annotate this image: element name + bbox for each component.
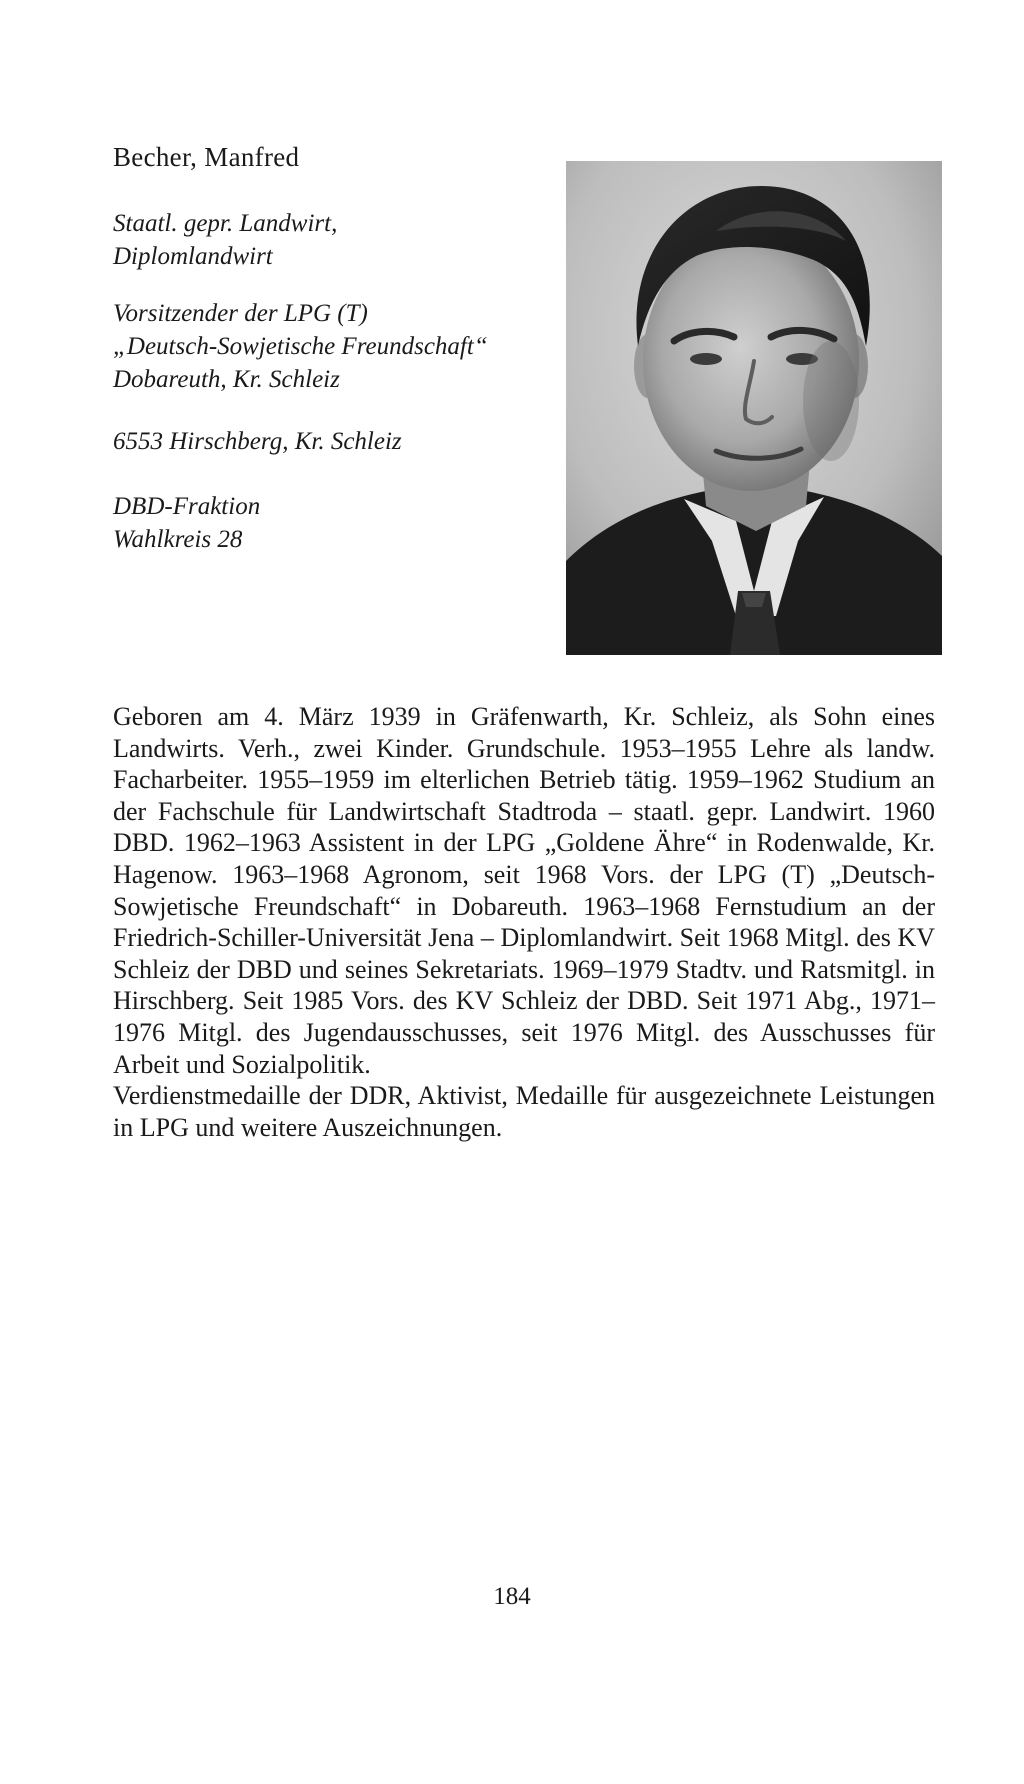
- biography-paragraph: Geboren am 4. März 1939 in Gräfenwarth, Kr. Schleiz, als Sohn eines Landwirts. Verh., zwei Kinder. Grundschule. 1953–1955 Lehre als landw. Facharbeiter. 1955–1959 im elterlichen Betrieb tätig. 1959–1962 Studium an der Fachschule für Landwirtschaft Stadtroda – staatl. gepr. Landwirt. 1960 DBD. 1962–1963 Assistent in der LPG „Goldene Ähre“ in Rodenwalde, Kr. Hagenow. 1963–1968 Agronom, seit 1968 Vors. der LPG (T) „Deutsch-Sowjetische Freundschaft“ in Dobareuth. 1963–1968 Fernstudium an der Friedrich-Schiller-Universität Jena – Diplomlandwirt. Seit 1968 Mitgl. des KV Schleiz der DBD und seines Sekretariats. 1969–1979 Stadtv. und Ratsmitgl. in Hirschberg. Seit 1985 Vors. des KV Schleiz der DBD. Seit 1971 Abg., 1971–1976 Mitgl. des Jugendausschusses, seit 1976 Mitgl. des Ausschusses für Arbeit und Sozialpolitik.: [113, 702, 935, 1079]
- address-block: [113, 425, 402, 458]
- profession-line: Diplomlandwirt: [113, 243, 273, 270]
- faction-block: [113, 490, 260, 556]
- position-line: „Deutsch-Sowjetische Freundschaft“: [113, 333, 488, 360]
- address-line: 6553 Hirschberg, Kr. Schleiz: [113, 428, 402, 455]
- page-number: 184: [493, 1583, 531, 1610]
- position-block: [113, 297, 488, 396]
- profession-line: Staatl. gepr. Landwirt,: [113, 210, 338, 237]
- awards-paragraph: Verdienstmedaille der DDR, Aktivist, Medaille für ausgezeichnete Leistungen in LPG und weitere Auszeichnungen.: [113, 1081, 935, 1142]
- portrait-image: [566, 161, 942, 655]
- biography-text: [113, 701, 935, 1143]
- position-line: Vorsitzender der LPG (T): [113, 300, 368, 327]
- profession-block: [113, 207, 337, 273]
- constituency-line: Wahlkreis 28: [113, 526, 243, 553]
- faction-line: DBD-Fraktion: [113, 493, 261, 520]
- portrait-photo: [566, 161, 942, 655]
- person-name: Becher, Manfred: [113, 142, 300, 172]
- position-line: Dobareuth, Kr. Schleiz: [113, 366, 340, 393]
